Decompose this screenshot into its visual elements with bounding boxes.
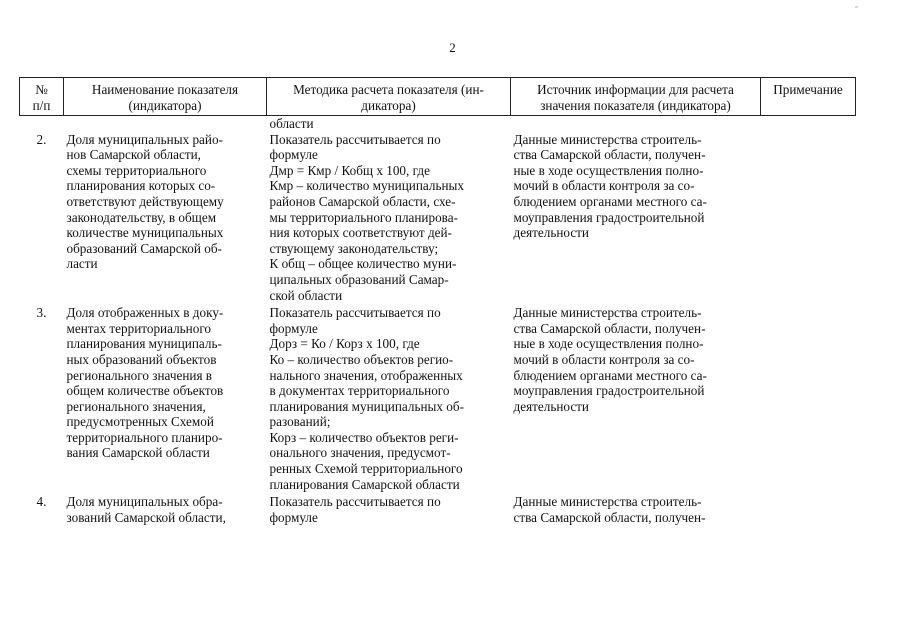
source-line: деятельности [513,398,589,414]
method-line: Показатель рассчитывается по [269,131,441,147]
source-cell [511,492,761,525]
header-information-source [511,78,761,116]
source-line: ства Самарской области, получен- [513,509,706,525]
method-line: планирования муниципальных об- [269,398,464,414]
method-line: Корз – количество объектов реги- [269,429,459,445]
page-number: 2 [449,40,456,55]
method-line: Показатель рассчитывается по [269,494,441,510]
source-line: моуправления градостроительной [513,383,705,399]
method-line: формуле [269,320,318,336]
method-line: в документах территориального [269,383,450,399]
indicator-name-line: ных образований объектов [66,351,217,367]
indicator-name-line: территориального планиро- [66,429,223,445]
note-cell [761,132,856,304]
source-line: ные в ходе осуществления полно- [513,162,704,178]
source-line: Данные министерства строитель- [513,494,702,510]
source-line: ные в ходе осуществления полно- [513,336,704,352]
continuation-source-cell [511,116,761,132]
indicator-name-line: предусмотренных Схемой [66,414,214,430]
source-cell [511,303,761,492]
indicator-name-line: Доля муниципальных обра- [66,494,223,510]
method-line: ствующему законодательству; [269,240,439,256]
indicator-name-cell [64,492,267,525]
source-line: моуправления градостроительной [513,209,705,225]
indicator-name-line: общем количестве объектов [66,383,224,399]
indicator-name-cell [64,132,267,304]
source-line: Данные министерства строитель- [513,131,702,147]
scan-artifact [855,6,858,8]
header-indicator-name-line: Наименование показателя [91,82,239,97]
method-line: ренных Схемой территориального [269,461,463,477]
method-cell [267,492,511,525]
formula-line: Дорз = Ко / Корз х 100, где [269,336,420,352]
indicator-table [19,77,856,525]
indicator-name-line: количестве муниципальных [66,225,224,241]
header-note-line: Примечание [773,82,843,97]
row-number: 4. [36,494,47,510]
indicator-name-cell [64,303,267,492]
indicator-name-line: Доля муниципальных райо- [66,131,223,147]
indicator-name-line: ласти [66,256,98,272]
method-line: Ко – количество объектов регио- [269,351,454,367]
source-line: мочий в области контроля за со- [513,351,695,367]
indicator-name-line: законодательству, в общем [66,209,217,225]
header-note [761,78,856,116]
method-line: мы территориального планирова- [269,209,458,225]
indicator-name-line: зований Самарской области, [66,509,226,525]
header-number-line: № [35,82,48,97]
header-information-source-line: значения показателя (индикатора) [540,98,731,113]
row-number: 2. [36,131,47,147]
header-number-line: п/п [32,98,51,113]
header-indicator-name [64,78,267,116]
indicator-name-line: схемы территориального [66,162,207,178]
method-cell [267,132,511,304]
source-line: мочий в области контроля за со- [513,178,695,194]
formula-line: Дмр = Кмр / Кобщ х 100, где [269,162,430,178]
source-line: блюдением органами местного са- [513,193,707,209]
header-indicator-name-line: (индикатора) [128,98,202,113]
method-line: ципальных образований Самар- [269,271,449,287]
table-row [20,303,856,492]
method-line: формуле [269,147,318,163]
method-line: Кмр – количество муниципальных [269,178,464,194]
indicator-name-line: планирования муниципаль- [66,336,222,352]
indicator-name-line: ментах территориального [66,320,212,336]
method-line: ния которых соответствуют дей- [269,225,452,241]
table-row [20,492,856,525]
indicator-name-line: планирования которых со- [66,178,216,194]
method-cell [267,303,511,492]
continuation-num-cell [20,116,64,132]
method-line: области [269,116,314,131]
method-line: Показатель рассчитывается по [269,305,441,321]
source-line: деятельности [513,225,589,241]
source-line: ства Самарской области, получен- [513,147,706,163]
method-line: онального значения, предусмот- [269,445,451,461]
indicator-name-line: регионального значения, [66,398,206,414]
table-row [20,132,856,304]
method-line: ской области [269,287,343,303]
source-cell [511,132,761,304]
indicator-name-line: образований Самарской об- [66,240,222,256]
indicator-name-line: регионального значения в [66,367,213,383]
header-calculation-method [267,78,511,116]
note-cell [761,303,856,492]
header-calculation-method-line: дикатора) [361,98,416,113]
method-line: формуле [269,509,318,525]
indicator-name-line: ответствуют действующему [66,193,224,209]
indicator-name-line: Доля отображенных в доку- [66,305,224,321]
note-cell [761,492,856,525]
continuation-note-cell [761,116,856,132]
row-number: 3. [36,305,47,321]
continuation-method-cell [267,116,511,132]
indicator-name-line: нов Самарской области, [66,147,201,163]
method-line: разований; [269,414,331,430]
method-line: планирования Самарской области [269,476,460,492]
source-line: блюдением органами местного са- [513,367,707,383]
method-line: нального значения, отображенных [269,367,463,383]
table-header-row [20,78,856,116]
continuation-name-cell [64,116,267,132]
header-information-source-line: Источник информации для расчета [537,82,734,97]
method-line: К общ – общее количество муни- [269,256,457,272]
source-line: ства Самарской области, получен- [513,320,706,336]
header-calculation-method-line: Методика расчета показателя (ин- [293,82,484,97]
continuation-row [20,116,856,132]
indicator-name-line: вания Самарской области [66,445,210,461]
source-line: Данные министерства строитель- [513,305,702,321]
method-line: районов Самарской области, схе- [269,193,456,209]
header-number [20,78,64,116]
